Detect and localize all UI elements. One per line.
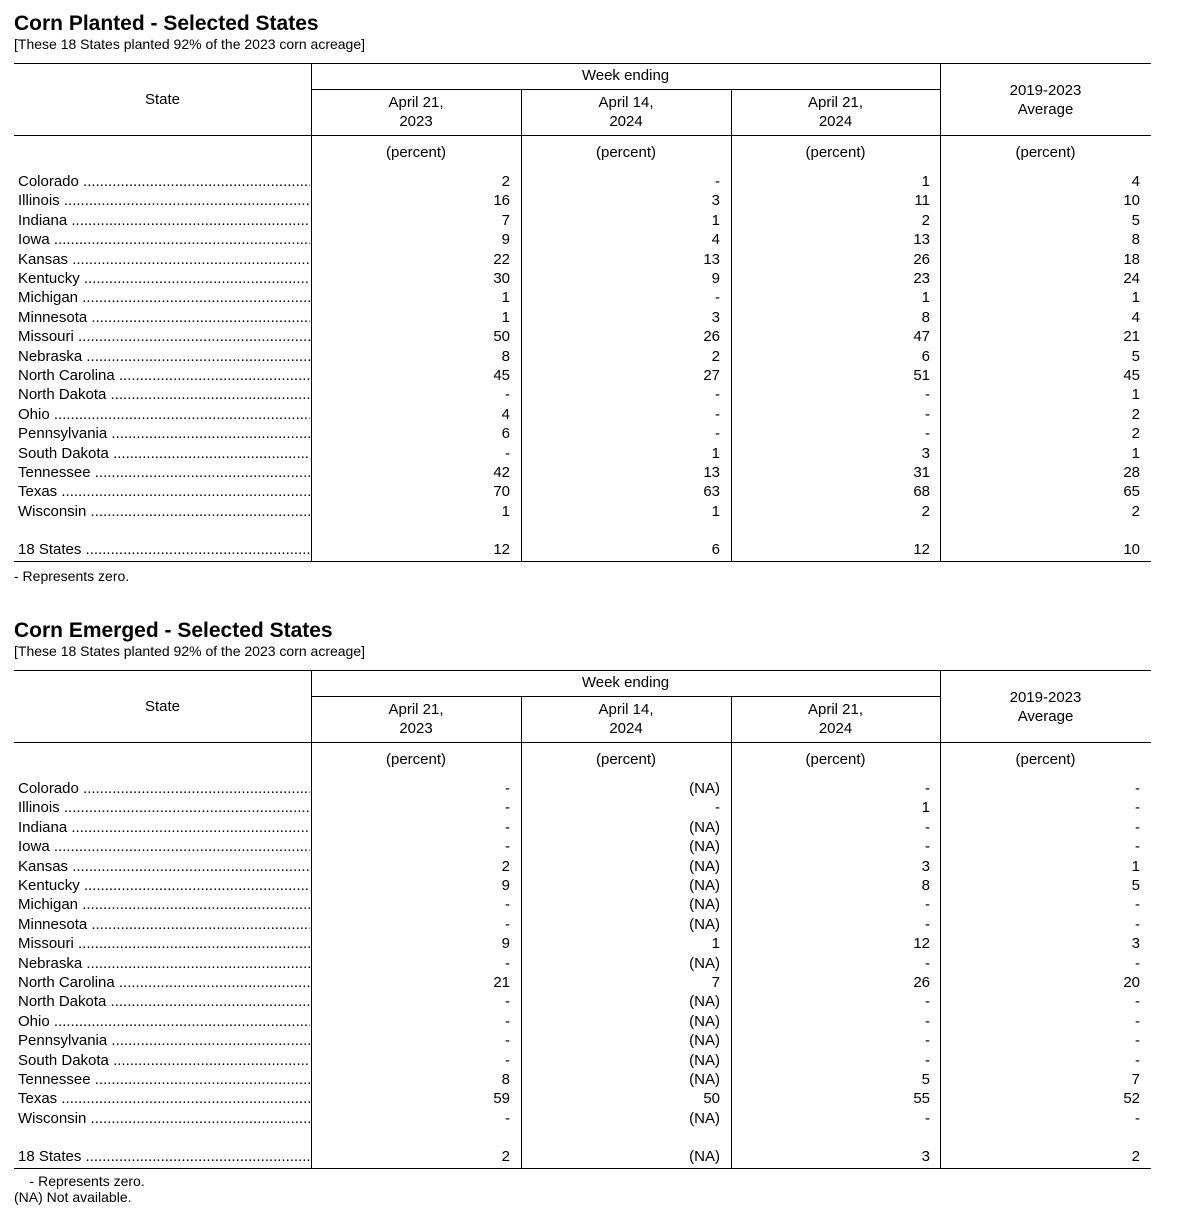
table-bottom-rule [14,561,1151,562]
header-top-rule [14,63,1151,64]
cell-value: - [925,1109,930,1127]
cell-value: (NA) [689,1109,720,1127]
table-row [14,876,1151,895]
cell-value: - [505,1109,510,1127]
cell-value: 1 [921,173,930,190]
cell-value: 5 [1131,877,1140,894]
cell-value: 1 [1131,289,1140,307]
table-row [14,992,1151,1011]
cell-value: 1 [501,308,510,326]
cell-value: 42 [493,464,510,481]
cell-value: - [1135,838,1140,856]
table-row [14,463,1151,482]
table-bottom-rule [14,1168,1151,1169]
table-row [14,798,1151,817]
col-april21-2024-header [731,93,940,131]
header-line: April 21, [388,701,444,718]
unit-label: (percent) [805,144,866,161]
cell-value: 9 [501,935,510,953]
cell-value: 10 [1123,541,1140,558]
cell-value: - [505,780,510,797]
footnote-line: - Represents zero. [14,1173,145,1189]
cell-value: 1 [1131,857,1140,875]
table-row [14,172,1151,191]
header-line: 2023 [399,113,433,130]
unit-label: (percent) [595,751,657,768]
cell-value: 2 [921,502,930,520]
cell-value: 7 [1131,1071,1140,1088]
cell-value: - [505,799,510,817]
cell-value: 23 [913,270,930,287]
cell-value: 50 [493,328,510,346]
cell-value: 2 [921,211,930,229]
unit-label: (percent) [805,751,866,768]
state-label: Iowa ..... [18,837,310,856]
cell-value: - [505,838,510,856]
cell-value: 5 [921,1071,930,1088]
cell-value: 4 [501,405,510,423]
average-column-header [940,688,1151,726]
cell-value: - [505,915,510,933]
state-label: 18 States ..... [18,1147,310,1166]
state-label: Kentucky ..... [18,269,310,288]
state-label: Tennessee ..... [18,463,310,482]
state-label: Missouri ..... [18,934,310,953]
cell-value: - [505,444,510,462]
cell-value: (NA) [689,838,720,856]
header-line: April 21, [388,94,444,111]
state-label: Colorado ..... [18,172,310,191]
col-april21-2024-header [731,700,940,738]
cell-value: (NA) [689,1051,720,1069]
header-line: Average [1017,708,1074,725]
cell-value: - [505,818,510,836]
table-row [14,1070,1151,1089]
state-label: North Dakota ..... [18,385,310,404]
state-label: Minnesota ..... [18,915,310,934]
header-line: 2024 [818,720,853,737]
cell-value: 50 [703,1090,720,1108]
cell-value: 4 [711,231,720,249]
state-label: Colorado ..... [18,779,310,798]
cell-value: - [715,405,720,423]
cell-value: - [925,780,930,797]
state-label: North Carolina ..... [18,366,310,385]
state-column-header: State [144,698,181,715]
cell-value: (NA) [689,877,720,894]
total-row [14,540,1151,559]
cell-value: - [1135,896,1140,914]
cell-value: - [925,818,930,836]
cell-value: 9 [501,231,510,249]
cell-value: 52 [1123,1090,1140,1108]
cell-value: 26 [703,328,720,346]
corn-emerged-section [14,619,1151,1205]
cell-value: 3 [711,308,720,326]
state-label: Illinois ..... [18,798,310,817]
cell-value: 65 [1123,483,1140,501]
cell-value: 1 [921,799,930,817]
cell-value: 3 [711,192,720,210]
cell-value: 3 [921,857,930,875]
cell-value: 12 [913,935,930,953]
cell-value: 7 [501,211,510,229]
table-row [14,288,1151,307]
cell-value: 8 [501,1071,510,1088]
cell-value: 45 [493,367,510,384]
unit-label: (percent) [595,144,657,161]
cell-value: - [505,954,510,972]
cell-value: 20 [1123,974,1140,991]
table-row [14,366,1151,385]
state-label: Iowa ..... [18,230,310,249]
cell-value: 1 [1131,444,1140,462]
state-label: North Carolina ..... [18,973,310,992]
cell-value: 1 [501,289,510,307]
state-label: Texas ..... [18,482,310,501]
cell-value: 7 [711,974,720,991]
table-subtitle: [These 18 States planted 92% of the 2023 corn acreage] [14,643,366,659]
table-row [14,934,1151,953]
cell-value: - [505,993,510,1011]
state-label: Wisconsin ..... [18,1109,310,1128]
cell-value: 12 [913,541,930,558]
cell-value: - [925,425,930,443]
cell-value: - [1135,1051,1140,1069]
cell-value: - [1135,993,1140,1011]
corn-emerged-table [14,659,1151,1169]
week-ending-rule [311,696,940,697]
cell-value: 1 [921,289,930,307]
table-row [14,915,1151,934]
cell-value: 2 [501,857,510,875]
table-row [14,954,1151,973]
average-column-header [940,81,1151,119]
state-label: Pennsylvania ..... [18,424,310,443]
cell-value: 24 [1123,270,1140,287]
cell-value: 3 [921,444,930,462]
cell-value: 2 [1131,502,1140,520]
cell-value: - [715,425,720,443]
table-row [14,973,1151,992]
total-row [14,1147,1151,1166]
cell-value: - [1135,818,1140,836]
cell-value: (NA) [689,954,720,972]
header-line: 2019-2023 [1009,82,1082,99]
state-label: Illinois ..... [18,191,310,210]
cell-value: 21 [493,974,510,991]
week-ending-rule [311,89,940,90]
state-label: Nebraska ..... [18,347,310,366]
state-column-header: State [144,91,181,108]
state-label: Kansas ..... [18,857,310,876]
state-label: Ohio ..... [18,405,310,424]
header-line: 2023 [399,720,433,737]
cell-value: 70 [493,483,510,501]
col-april21-2023-header [311,700,521,738]
corn-planted-table [14,52,1151,562]
cell-value: 63 [703,483,720,501]
cell-value: - [925,405,930,423]
footnote [14,1173,1151,1189]
cell-value: 2 [501,1148,510,1165]
cell-value: 4 [1131,173,1140,190]
state-label: South Dakota ..... [18,1051,310,1070]
cell-value: 2 [1131,425,1140,443]
cell-value: 1 [501,502,510,520]
cell-value: - [925,1051,930,1069]
cell-value: 47 [913,328,930,346]
corn-planted-section [14,12,1151,584]
cell-value: (NA) [689,915,720,933]
table-title: Corn Emerged - Selected States [14,619,333,642]
cell-value: - [505,1012,510,1030]
table-row [14,230,1151,249]
table-row [14,444,1151,463]
col-april14-2024-header [521,700,731,738]
cell-value: - [715,386,720,404]
cell-value: 16 [493,192,510,210]
state-label: Indiana ..... [18,818,310,837]
week-ending-header: Week ending [581,67,670,84]
week-ending-header: Week ending [581,674,670,691]
cell-value: 31 [913,464,930,481]
cell-value: 6 [921,347,930,365]
cell-value: - [925,915,930,933]
state-label: Kentucky ..... [18,876,310,895]
table-row [14,405,1151,424]
cell-value: - [505,1032,510,1050]
cell-value: 59 [493,1090,510,1108]
cell-value: 5 [1131,347,1140,365]
cell-value: 55 [913,1090,930,1108]
cell-value: 27 [703,367,720,384]
state-label: Tennessee ..... [18,1070,310,1089]
header-line: 2024 [818,113,853,130]
cell-value: 8 [921,308,930,326]
cell-value: 1 [1131,386,1140,404]
state-label: Michigan ..... [18,895,310,914]
cell-value: - [505,896,510,914]
cell-value: - [715,799,720,817]
cell-value: 68 [913,483,930,501]
cell-value: - [1135,954,1140,972]
cell-value: 1 [711,935,720,953]
table-row [14,424,1151,443]
table-row [14,837,1151,856]
table-row [14,1089,1151,1108]
state-label: Michigan ..... [18,288,310,307]
col-april14-2024-header [521,93,731,131]
header-bottom-rule [14,742,1151,743]
cell-value: 5 [1131,211,1140,229]
cell-value: - [925,993,930,1011]
table-row [14,857,1151,876]
cell-value: 4 [1131,308,1140,326]
state-label: Wisconsin ..... [18,502,310,521]
state-label: Indiana ..... [18,211,310,230]
state-label: 18 States ..... [18,540,310,559]
cell-value: 1 [711,211,720,229]
cell-value: 21 [1123,328,1140,346]
header-line: Average [1017,101,1074,118]
cell-value: 30 [493,270,510,287]
footnote: (NA) Not available. [14,1189,132,1205]
col-april21-2023-header [311,93,521,131]
cell-value: 51 [913,367,930,384]
cell-value: - [1135,1109,1140,1127]
table-row [14,818,1151,837]
header-line: 2019-2023 [1009,689,1082,706]
cell-value: 9 [501,877,510,894]
table-row [14,502,1151,521]
header-top-rule [14,670,1151,671]
state-label: Ohio ..... [18,1012,310,1031]
state-label: Minnesota ..... [18,308,310,327]
table-row [14,308,1151,327]
cell-value: 2 [501,173,510,190]
unit-label: (percent) [1015,144,1076,161]
cell-value: 13 [703,464,720,481]
cell-value: 6 [501,425,510,443]
cell-value: 26 [913,250,930,268]
table-row [14,1109,1151,1128]
cell-value: 10 [1123,192,1140,210]
cell-value: - [1135,1032,1140,1050]
state-label: Kansas ..... [18,250,310,269]
unit-label: (percent) [385,751,447,768]
header-bottom-rule [14,135,1151,136]
cell-value: - [925,838,930,856]
cell-value: 18 [1123,250,1140,268]
cell-value: - [505,1051,510,1069]
cell-value: (NA) [689,896,720,914]
cell-value: 11 [914,192,930,210]
table-row [14,895,1151,914]
cell-value: 2 [1131,405,1140,423]
cell-value: 2 [711,347,720,365]
table-row [14,1051,1151,1070]
cell-value: (NA) [689,1071,720,1088]
cell-value: - [715,289,720,307]
unit-label: (percent) [1015,751,1076,768]
state-label: South Dakota ..... [18,444,310,463]
table-row [14,347,1151,366]
cell-value: - [1135,1012,1140,1030]
header-line: 2024 [609,720,643,737]
cell-value: 3 [921,1148,930,1165]
table-title: Corn Planted - Selected States [14,12,319,35]
cell-value: (NA) [689,1012,720,1030]
unit-label: (percent) [385,144,447,161]
footnote: - Represents zero. [14,568,130,584]
cell-value: 45 [1123,367,1140,384]
cell-value: 8 [1131,231,1140,249]
cell-value: 6 [711,541,720,558]
table-row [14,1031,1151,1050]
cell-value: - [1135,780,1140,797]
cell-value: (NA) [689,993,720,1011]
cell-value: (NA) [689,1148,720,1165]
cell-value: - [925,1012,930,1030]
table-row [14,327,1151,346]
cell-value: - [925,1032,930,1050]
cell-value: - [505,386,510,404]
state-label: Pennsylvania ..... [18,1031,310,1050]
table-subtitle: [These 18 States planted 92% of the 2023 corn acreage] [14,36,366,52]
cell-value: 3 [1131,935,1140,953]
cell-value: 8 [921,877,930,894]
cell-value: (NA) [689,818,720,836]
cell-value: (NA) [689,857,720,875]
header-line: April 21, [807,701,864,718]
table-row [14,482,1151,501]
cell-value: 2 [1131,1148,1140,1165]
cell-value: - [1135,915,1140,933]
cell-value: - [925,386,930,404]
cell-value: 28 [1123,464,1140,481]
table-row [14,779,1151,798]
cell-value: 8 [501,347,510,365]
table-row [14,191,1151,210]
state-label: North Dakota ..... [18,992,310,1011]
table-row [14,250,1151,269]
header-line: April 14, [598,94,654,111]
header-line: April 14, [598,701,654,718]
table-row [14,1012,1151,1031]
state-label: Texas ..... [18,1089,310,1108]
cell-value: 12 [493,541,510,558]
cell-value: - [715,173,720,190]
state-label: Missouri ..... [18,327,310,346]
cell-value: - [925,954,930,972]
header-line: April 21, [807,94,864,111]
cell-value: (NA) [689,1032,720,1050]
header-line: 2024 [609,113,643,130]
table-row [14,211,1151,230]
cell-value: (NA) [689,780,720,797]
cell-value: 9 [711,270,720,287]
cell-value: 13 [913,231,930,249]
cell-value: - [925,896,930,914]
cell-value: 1 [711,444,720,462]
table-row [14,269,1151,288]
cell-value: 22 [493,250,510,268]
cell-value: 26 [913,974,930,991]
cell-value: - [1135,799,1140,817]
cell-value: 13 [703,250,720,268]
cell-value: 1 [711,502,720,520]
state-label: Nebraska ..... [18,954,310,973]
table-row [14,385,1151,404]
